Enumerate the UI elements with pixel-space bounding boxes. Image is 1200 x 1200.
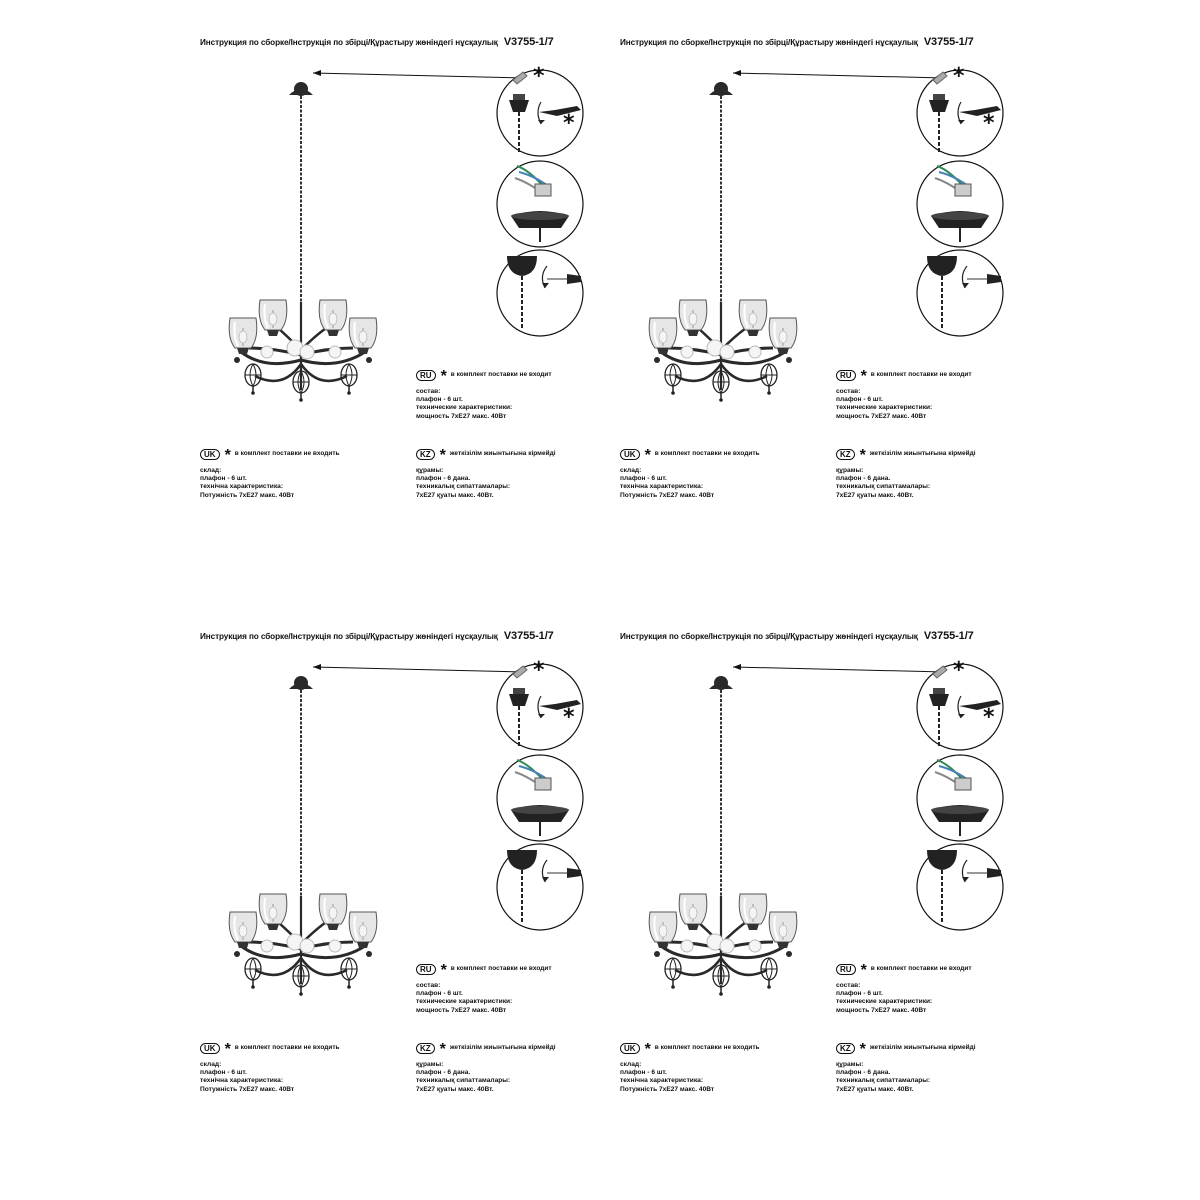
ru-badge: RU <box>416 964 436 975</box>
ru-line-2: технические характеристики: <box>836 404 933 412</box>
kz-note: жеткізілім жиынтығына кірмейді <box>449 449 556 457</box>
ru-section <box>836 963 972 1015</box>
uk-badge: UK <box>200 1043 220 1054</box>
asterisk-icon: * <box>860 962 867 979</box>
kz-badge: KZ <box>416 449 435 460</box>
canopy-screw-icon <box>917 250 1003 336</box>
uk-section <box>200 448 340 500</box>
ru-note: в комплект поставки не входит <box>870 964 972 972</box>
asterisk-icon: * <box>224 447 231 464</box>
model-number: V3755-1/7 <box>503 36 554 48</box>
uk-line-3: Потужність 7хЕ27 макс. 40Вт <box>200 1085 295 1093</box>
kz-note: жеткізілім жиынтығына кірмейді <box>449 1043 556 1051</box>
model-number: V3755-1/7 <box>503 630 554 642</box>
ru-line-3: мощность 7хЕ27 макс. 40Вт <box>416 1006 507 1014</box>
ru-badge: RU <box>836 964 856 975</box>
uk-badge: UK <box>620 449 640 460</box>
wire-connection-icon <box>917 161 1003 247</box>
ru-line-1: плафон - 6 шт. <box>416 990 463 998</box>
kz-line-3: 7хЕ27 қуаты макс. 40Вт. <box>416 1085 494 1093</box>
kz-note: жеткізілім жиынтығына кірмейді <box>869 449 976 457</box>
ru-line-0: состав: <box>836 982 861 989</box>
kz-badge: KZ <box>836 1043 855 1054</box>
title-text: Инструкция по сборке/Інструкція по збірці/Құрастыру жөніндегі нұсқаулық <box>620 38 918 47</box>
uk-note: в комплект поставки не входить <box>234 1043 340 1051</box>
kz-line-0: құрамы: <box>836 467 864 474</box>
instruction-sheet <box>195 30 615 510</box>
uk-line-2: технічна характеристика: <box>200 1077 284 1085</box>
uk-badge: UK <box>620 1043 640 1054</box>
ru-badge: RU <box>836 370 856 381</box>
kz-line-1: плафон - 6 дана. <box>416 1069 471 1077</box>
title-text: Инструкция по сборке/Інструкція по збірці/Құрастыру жөніндегі нұсқаулық <box>200 38 498 47</box>
ru-line-1: плафон - 6 шт. <box>836 396 883 404</box>
kz-badge: KZ <box>416 1043 435 1054</box>
chandelier-icon <box>229 676 377 996</box>
uk-badge: UK <box>200 449 220 460</box>
ru-line-3: мощность 7хЕ27 макс. 40Вт <box>416 412 507 420</box>
uk-line-1: плафон - 6 шт. <box>620 1069 667 1077</box>
ru-line-0: состав: <box>416 388 441 395</box>
assembly-drawing <box>615 30 1035 510</box>
canopy-screw-icon <box>917 844 1003 930</box>
kz-line-0: құрамы: <box>836 1061 864 1068</box>
asterisk-icon: * <box>859 1041 866 1058</box>
ru-note: в комплект поставки не входит <box>450 370 552 378</box>
svg-text:*: * <box>983 111 995 136</box>
ru-section <box>416 963 552 1015</box>
ru-line-3: мощность 7хЕ27 макс. 40Вт <box>836 412 927 420</box>
uk-line-3: Потужність 7хЕ27 макс. 40Вт <box>620 491 715 499</box>
uk-note: в комплект поставки не входить <box>234 449 340 457</box>
ru-line-3: мощность 7хЕ27 макс. 40Вт <box>836 1006 927 1014</box>
uk-line-0: склад: <box>620 1061 642 1068</box>
ru-section <box>836 369 972 421</box>
assembly-drawing <box>195 30 615 510</box>
ru-line-0: состав: <box>416 982 441 989</box>
assembly-drawing <box>615 624 1035 1104</box>
kz-line-2: техникалық сипаттамалары: <box>836 483 931 491</box>
kz-section <box>836 448 976 500</box>
kz-line-2: техникалық сипаттамалары: <box>836 1077 931 1085</box>
chandelier-icon <box>229 82 377 402</box>
svg-text:*: * <box>563 705 575 730</box>
chandelier-icon <box>649 82 797 402</box>
instruction-sheet <box>195 624 615 1104</box>
ru-line-2: технические характеристики: <box>836 998 933 1006</box>
kz-line-2: техникалық сипаттамалары: <box>416 483 511 491</box>
kz-line-3: 7хЕ27 қуаты макс. 40Вт. <box>416 491 494 499</box>
svg-text:*: * <box>533 64 545 89</box>
kz-line-3: 7хЕ27 қуаты макс. 40Вт. <box>836 491 914 499</box>
svg-text:*: * <box>533 658 545 683</box>
kz-line-1: плафон - 6 дана. <box>836 475 891 483</box>
asterisk-icon: * <box>439 447 446 464</box>
ru-line-1: плафон - 6 шт. <box>416 396 463 404</box>
uk-line-3: Потужність 7хЕ27 макс. 40Вт <box>200 491 295 499</box>
kz-badge: KZ <box>836 449 855 460</box>
asterisk-icon: * <box>440 368 447 385</box>
svg-text:*: * <box>563 111 575 136</box>
ru-note: в комплект поставки не входит <box>450 964 552 972</box>
asterisk-icon: * <box>439 1041 446 1058</box>
uk-line-1: плафон - 6 шт. <box>200 1069 247 1077</box>
wire-connection-icon <box>497 161 583 247</box>
kz-section <box>416 1042 556 1094</box>
uk-line-2: технічна характеристика: <box>200 483 284 491</box>
title-text: Инструкция по сборке/Інструкція по збірці/Құрастыру жөніндегі нұсқаулық <box>200 632 498 641</box>
wire-connection-icon <box>497 755 583 841</box>
asterisk-icon: * <box>224 1041 231 1058</box>
svg-text:*: * <box>953 64 965 89</box>
ru-line-2: технические характеристики: <box>416 998 513 1006</box>
title-text: Инструкция по сборке/Інструкція по збірці/Құрастыру жөніндегі нұсқаулық <box>620 632 918 641</box>
ru-line-2: технические характеристики: <box>416 404 513 412</box>
asterisk-icon: * <box>644 1041 651 1058</box>
wire-connection-icon <box>917 755 1003 841</box>
kz-line-0: құрамы: <box>416 1061 444 1068</box>
ru-badge: RU <box>416 370 436 381</box>
uk-line-3: Потужність 7хЕ27 макс. 40Вт <box>620 1085 715 1093</box>
assembly-drawing <box>195 624 615 1104</box>
kz-line-3: 7хЕ27 қуаты макс. 40Вт. <box>836 1085 914 1093</box>
ru-line-1: плафон - 6 шт. <box>836 990 883 998</box>
canopy-screw-icon <box>497 250 583 336</box>
asterisk-icon: * <box>440 962 447 979</box>
uk-section <box>620 1042 760 1094</box>
kz-section <box>416 448 556 500</box>
svg-text:*: * <box>983 705 995 730</box>
uk-line-1: плафон - 6 шт. <box>620 475 667 483</box>
model-number: V3755-1/7 <box>923 630 974 642</box>
uk-note: в комплект поставки не входить <box>654 1043 760 1051</box>
uk-line-2: технічна характеристика: <box>620 1077 704 1085</box>
instruction-sheet <box>615 30 1035 510</box>
kz-line-2: техникалық сипаттамалары: <box>416 1077 511 1085</box>
uk-section <box>200 1042 340 1094</box>
uk-line-2: технічна характеристика: <box>620 483 704 491</box>
uk-line-0: склад: <box>200 467 222 474</box>
uk-note: в комплект поставки не входить <box>654 449 760 457</box>
kz-line-0: құрамы: <box>416 467 444 474</box>
instruction-sheet <box>615 624 1035 1104</box>
kz-note: жеткізілім жиынтығына кірмейді <box>869 1043 976 1051</box>
asterisk-icon: * <box>644 447 651 464</box>
uk-line-0: склад: <box>620 467 642 474</box>
ru-note: в комплект поставки не входит <box>870 370 972 378</box>
kz-section <box>836 1042 976 1094</box>
asterisk-icon: * <box>860 368 867 385</box>
ru-line-0: состав: <box>836 388 861 395</box>
uk-line-0: склад: <box>200 1061 222 1068</box>
ru-section <box>416 369 552 421</box>
asterisk-icon: * <box>859 447 866 464</box>
kz-line-1: плафон - 6 дана. <box>836 1069 891 1077</box>
chandelier-icon <box>649 676 797 996</box>
canopy-screw-icon <box>497 844 583 930</box>
model-number: V3755-1/7 <box>923 36 974 48</box>
kz-line-1: плафон - 6 дана. <box>416 475 471 483</box>
uk-section <box>620 448 760 500</box>
uk-line-1: плафон - 6 шт. <box>200 475 247 483</box>
svg-text:*: * <box>953 658 965 683</box>
